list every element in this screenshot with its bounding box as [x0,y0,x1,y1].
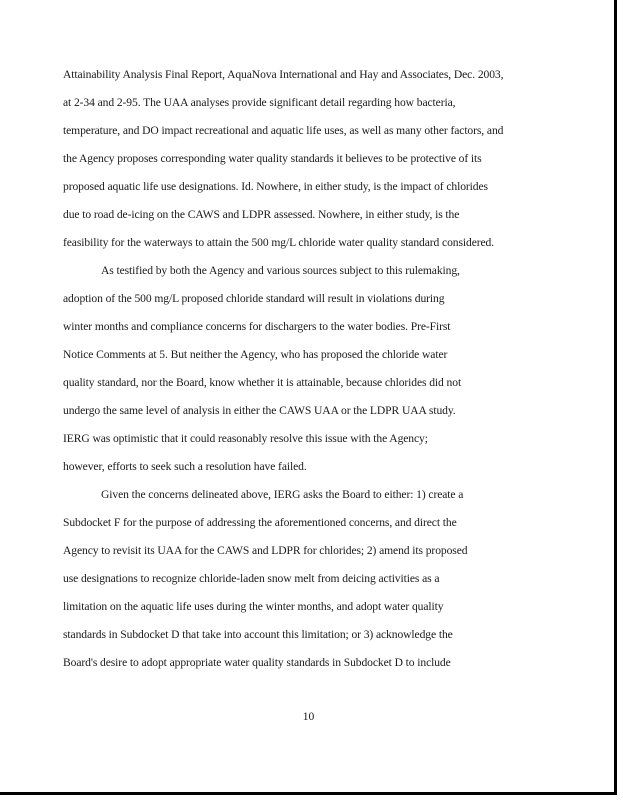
text-line: winter months and compliance concerns for dischargers to the water bodies. Pre-First [63,320,451,333]
text-line: undergo the same level of analysis in either the CAWS UAA or the LDPR UAA study. [63,404,456,417]
text-line: Subdocket F for the purpose of addressing the aforementioned concerns, and direct the [63,516,457,529]
text-line: proposed aquatic life use designations. Id. Nowhere, in either study, is the impact of chlorides [63,180,488,193]
text-line: Agency to revisit its UAA for the CAWS and LDPR for chlorides; 2) amend its proposed [63,544,468,557]
text-line: at 2-34 and 2-95. The UAA analyses provide significant detail regarding how bacteria, [63,96,456,109]
text-line: IERG was optimistic that it could reasonably resolve this issue with the Agency; [63,432,428,445]
text-line: Board's desire to adopt appropriate water quality standards in Subdocket D to include [63,656,451,669]
text-line: adoption of the 500 mg/L proposed chloride standard will result in violations during [63,292,445,305]
text-line: quality standard, nor the Board, know whether it is attainable, because chlorides did not [63,376,462,389]
text-line: temperature, and DO impact recreational and aquatic life uses, as well as many other factors, and [63,124,504,137]
text-line: the Agency proposes corresponding water quality standards it believes to be protective of its [63,152,482,165]
text-line: however, efforts to seek such a resolution have failed. [63,460,307,473]
text-line: feasibility for the waterways to attain the 500 mg/L chloride water quality standard considered. [63,236,495,249]
text-line: Given the concerns delineated above, IERG asks the Board to either: 1) create a [101,488,464,501]
text-line: standards in Subdocket D that take into account this limitation; or 3) acknowledge the [63,628,453,641]
page-number: 10 [302,710,315,723]
text-line: use designations to recognize chloride-laden snow melt from deicing activities as a [63,572,440,585]
text-line: As testified by both the Agency and various sources subject to this rulemaking, [101,264,460,277]
text-line: Attainability Analysis Final Report, AquaNova International and Hay and Associates, Dec. 2003, [63,68,504,81]
text-line: due to road de-icing on the CAWS and LDPR assessed. Nowhere, in either study, is the [63,208,460,221]
text-line: Notice Comments at 5. But neither the Agency, who has proposed the chloride water [63,348,448,361]
text-line: limitation on the aquatic life uses during the winter months, and adopt water quality [63,600,444,613]
